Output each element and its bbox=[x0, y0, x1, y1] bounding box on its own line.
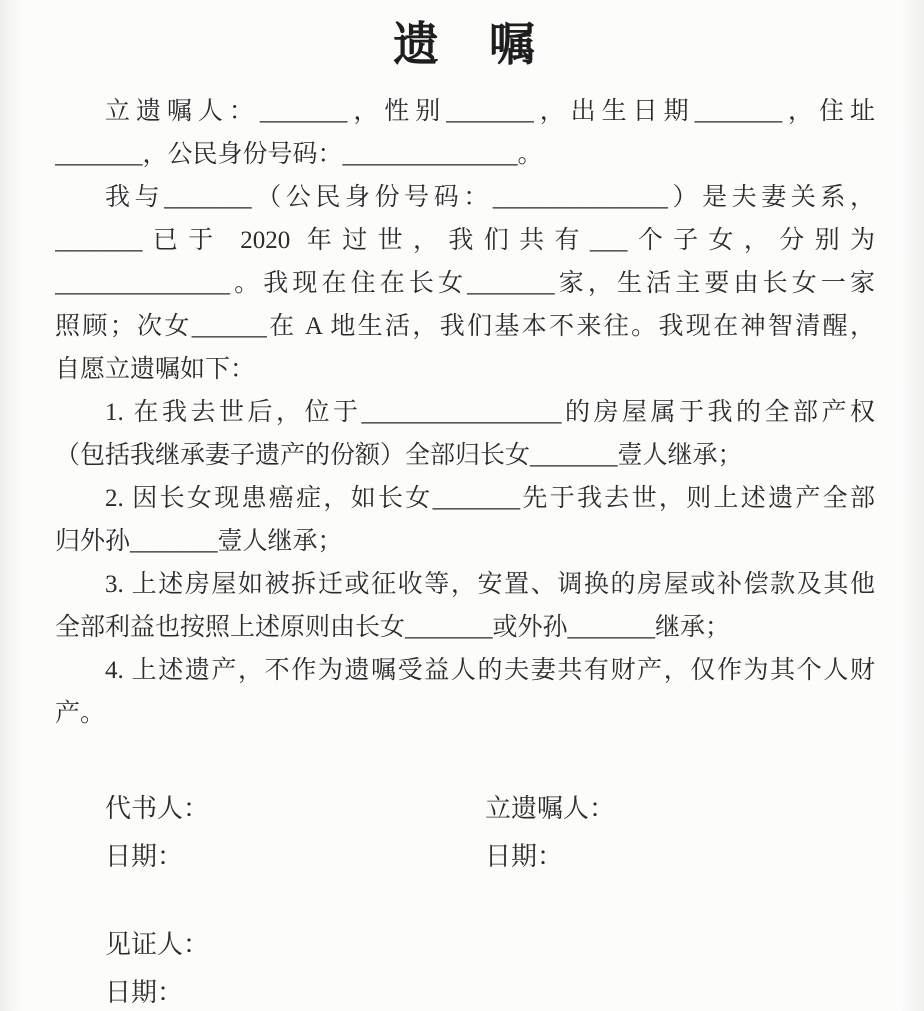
document-title: 遗 嘱 bbox=[393, 19, 537, 70]
body-line: （包括我继承妻子遗产的份额）全部归长女_______壹人继承； bbox=[55, 442, 743, 469]
body-line: ______________。我现在住在长女_______家，生活主要由长女一家 bbox=[55, 270, 875, 297]
testator-signature-label: 立遗嘱人： bbox=[485, 794, 616, 823]
document-content bbox=[0, 14, 924, 1011]
body-line: _______已于 2020 年过世，我们共有___个子女，分别为 bbox=[55, 227, 875, 254]
witness-signature-label: 见证人： bbox=[105, 930, 210, 959]
body-line: 自愿立遗嘱如下： bbox=[55, 356, 256, 383]
scribe-date-label: 日期： bbox=[105, 842, 184, 871]
empty-cell bbox=[485, 921, 875, 969]
body-line: 立遗嘱人：_______，性别_______，出生日期_______，住址 bbox=[105, 98, 875, 125]
scribe-signature-label: 代书人： bbox=[105, 794, 210, 823]
body-line-clause-4: 4. 上述遗产，不作为遗嘱受益人的夫妻共有财产，仅作为其个人财 bbox=[105, 657, 875, 684]
body-line-clause-3: 3. 上述房屋如被拆迁或征收等，安置、调换的房屋或补偿款及其他 bbox=[105, 571, 875, 598]
body-line: 全部利益也按照上述原则由长女_______或外孙_______继承； bbox=[55, 614, 731, 641]
body-line: 归外孙_______壹人继承； bbox=[55, 528, 343, 555]
will-body bbox=[55, 90, 875, 735]
body-line-clause-1: 1. 在我去世后，位于________________的房屋属于我的全部产权 bbox=[105, 399, 875, 426]
body-line: _______，公民身份号码：______________。 bbox=[55, 141, 543, 168]
body-line-clause-2: 2. 因长女现患癌症，如长女_______先于我去世，则上述遗产全部 bbox=[105, 485, 875, 512]
signature-section bbox=[55, 785, 875, 1011]
signature-gap bbox=[55, 881, 875, 921]
body-line: 我与_______（公民身份号码：______________）是夫妻关系， bbox=[105, 184, 875, 211]
testator-date-label: 日期： bbox=[485, 842, 564, 871]
witness-row-date bbox=[55, 969, 875, 1011]
body-line: 产。 bbox=[55, 700, 106, 727]
body-line: 照顾；次女______在 A 地生活，我们基本不来往。我现在神智清醒， bbox=[55, 313, 875, 340]
empty-cell bbox=[485, 969, 875, 1011]
witness-row-name bbox=[55, 921, 875, 969]
signature-row-names bbox=[55, 785, 875, 833]
signature-row-dates bbox=[55, 833, 875, 881]
witness-date-label: 日期： bbox=[105, 978, 184, 1007]
